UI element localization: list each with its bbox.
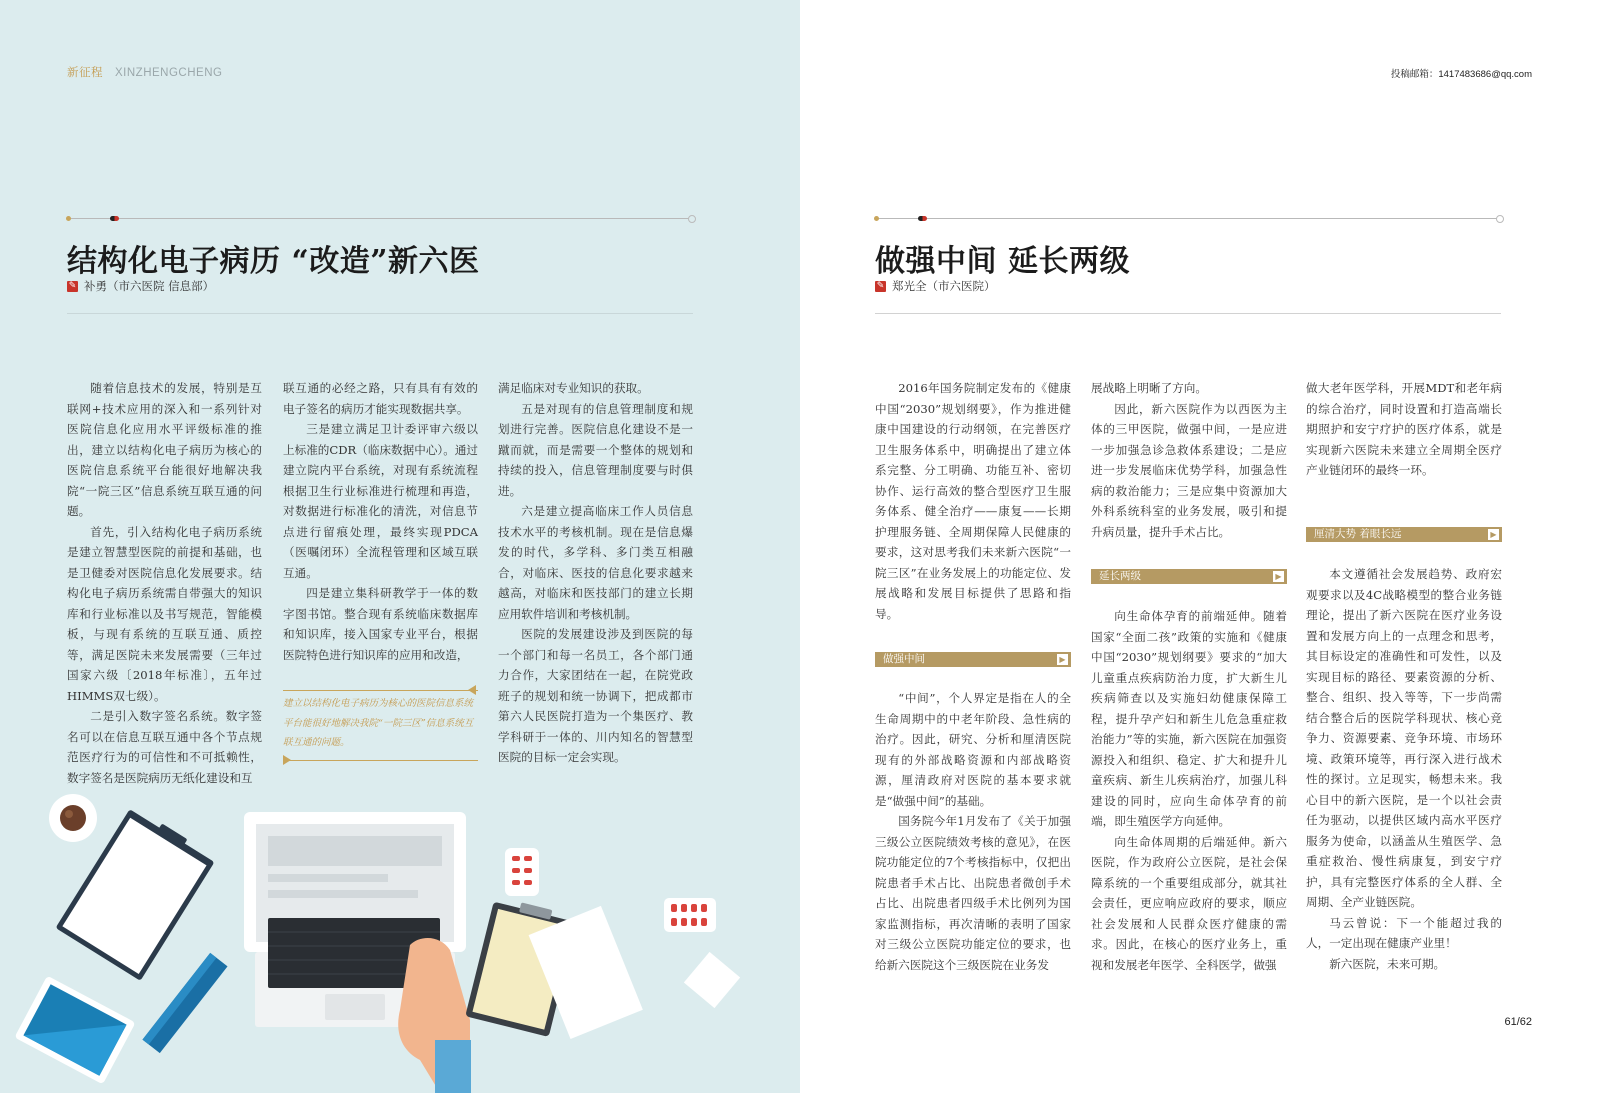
right-page [800, 0, 1600, 1093]
submission-email: 投稿邮箱：1417483686@qq.com [1390, 69, 1532, 80]
paragraph: 新六医院，未来可期。 [1329, 956, 1446, 971]
paragraph: 随着信息技术的发展，特别是互联网+技术应用的深入和一系列针对医院信息化应用水平评级标准的推出，建立以结构化电子病历为核心的医院信息系统平台能很好地解决我院“一院三区”信息系统互联互通的问题。 [67, 381, 262, 518]
text-column-2-body [1091, 606, 1287, 975]
paragraph: 2016年国务院制定发布的《健康中国“2030”规划纲要》，作为推进健康中国建设的行动纲领，在完善医疗卫生服务体系中，明确提出了建立体系完整、分工明确、功能互补、密切协作、运行高效的整合型医疗卫生服务体系、健全治疗——康复——长期护理服务链、全周期保障人民健康的要求，这对思考我们未来新六医院“一院三区”在业务发展上的功能定位、发展战略和发展目标提供了思路和指导。 [875, 381, 1071, 621]
subheading-text: 厘清大势 着眼长远 [1314, 528, 1402, 540]
title-rule [877, 218, 1501, 219]
paragraph: 满足临床对专业知识的获取。 [498, 381, 649, 395]
desk-illustration [0, 770, 800, 1093]
paragraph: 国务院今年1月发布了《关于加强三级公立医院绩效考核的意见》，在医院功能定位的7个考核指标中，仅把出院患者手术占比、出院患者微创手术占比、出院患者四级手术比例列为国家监测指标，再次清晰的表明了国家对三级公立医院功能定位的要求，也给新六医院这个三级医院在业务发 [875, 814, 1071, 972]
title-rule [69, 218, 693, 219]
rule-dot [874, 216, 879, 221]
quote-top-rule [283, 690, 478, 691]
rule-end [1496, 215, 1504, 223]
pen-icon: ✎ [876, 280, 885, 291]
subheading-text: 做强中间 [883, 653, 925, 665]
paragraph: 向生命体周期的后端延伸。新六医院，作为政府公立医院，是社会保障系统的一个重要组成部分，就其社会责任，更应响应政府的要求，顺应社会发展和人民群众医疗健康的需求。因此，在核心的医疗业务上，重视和发展老年医学、全科医学，做强 [1091, 834, 1287, 972]
text-column-2 [1091, 378, 1287, 542]
page-number: 61/62 [1504, 1016, 1532, 1028]
paragraph: 马云曾说：下一个能超过我的人，一定出现在健康产业里！ [1306, 915, 1502, 950]
paragraph: 展战略上明晰了方向。 [1091, 381, 1207, 395]
article-title: 结构化电子病历 “改造”新六医 [67, 244, 480, 279]
sleeve [435, 1040, 471, 1093]
play-arrow-icon: ▶ [1488, 529, 1499, 540]
article-title: 做强中间 延长两级 [875, 244, 1130, 279]
paragraph: 医院的发展建设涉及到医院的每一个部门和每一名员工，各个部门通力合作，大家团结在一起，在院党政班子的规划和统一协调下，把成都市第六人民医院打造为一个集医疗、教学科研于一体的、川内知名的智慧型医院的目标一定会实现。 [498, 627, 693, 764]
text-column-1 [67, 378, 262, 788]
text-column-2 [283, 378, 478, 665]
play-arrow-icon: ▶ [1057, 654, 1068, 665]
section-name-zh: 新征程 [67, 67, 103, 79]
author-rule [875, 313, 1501, 314]
coffee-cup [60, 805, 86, 831]
subheading-bar [875, 652, 1071, 667]
sticky-note-icon [684, 952, 740, 1008]
author-rule [67, 313, 693, 314]
paragraph: 联互通的必经之路，只有具有有效的电子签名的病历才能实现数据共享。 [283, 381, 478, 416]
author-name: 补勇（市六医院 信息部） [84, 279, 215, 293]
paragraph: 做大老年医学科，开展MDT和老年病的综合治疗，同时设置和打造高端长期照护和安宁疗护的医疗体系，就是实现新六医院未来建立全周期全医疗产业链闭环的最终一环。 [1306, 381, 1502, 477]
pill-pack-icon [664, 898, 716, 932]
play-arrow-icon: ▶ [1273, 571, 1284, 582]
subheading-bar [1091, 569, 1287, 584]
trackpad [325, 994, 385, 1020]
section-header [67, 64, 222, 80]
author-name: 郑光全（市六医院） [892, 279, 996, 293]
paragraph: 四是建立集科研教学于一体的数字图书馆。整合现有系统临床数据库和知识库，接入国家专业平台，根据医院特色进行知识库的应用和改造， [283, 586, 478, 662]
text-column-1-body [875, 688, 1071, 975]
quote-bottom-rule [283, 760, 478, 761]
text-column-1 [875, 378, 1071, 624]
section-name-en: XINZHENGCHENG [115, 67, 223, 79]
rule-dot [66, 216, 71, 221]
paragraph: 二是引入数字签名系统。数字签名可以在信息互联互通中各个节点规范医疗行为的可信性和不可抵赖性，数字签名是医院病历无纸化建设和互 [67, 709, 262, 785]
pen-icon: ✎ [68, 280, 77, 291]
paragraph: 本文遵循社会发展趋势、政府宏观要求以及4C战略模型的整合业务链理论，提出了新六医院在医疗业务设置和发展方向上的一点理念和思考，其目标设定的准确性和可发性，以及实现目标的路径、要素资源的分析、整合、组织、投入等等，下一步尚需结合整合后的医院学科现状、核心竞争力、资源要素、竞争环境、市场环境、政策环境等，再行深入进行战术性的探讨。立足现实，畅想未来。我心目中的新六医院，是一个以社会责任为驱动，以提供区域内高水平医疗服务为使命，以涵盖从生殖医学、急重症救治、慢性病康复，到安宁疗护，具有完整医疗体系的全人群、全周期、全产业链医院。 [1306, 567, 1502, 909]
paragraph: 三是建立满足卫计委评审六级以上标准的CDR（临床数据中心）。通过建立院内平台系统，对现有系统流程根据卫生行业标准进行梳理和再造，对数据进行标准化的清洗，对信息节点进行留痕处理，最终实现PDCA（医嘱闭环）全流程管理和区域互联互通。 [283, 422, 479, 580]
text-column-3 [1306, 378, 1502, 481]
quote-arrow-right-icon [283, 755, 291, 765]
text-column-3-body [1306, 564, 1502, 974]
article-author [875, 278, 996, 294]
paragraph: 首先，引入结构化电子病历系统是建立智慧型医院的前提和基础，也是卫健委对医院信息化发展要求。结构化电子病历系统需自带强大的知识库和行业标准以及书写规范，智能模板，与现有系统的互联互通、质控等，满足医院未来发展需要（三年过国家六级〔2018年标准〕，五年过HIMMS双七级）。 [67, 524, 262, 703]
subheading-bar [1306, 527, 1502, 542]
paragraph: 因此，新六医院作为以西医为主体的三甲医院，做强中间，一是应进一步加强急诊急救体系建设；二是应进一步发展临床优势学科，加强急性病的救治能力；三是应集中资源加大外科系统科室的业务发展，吸引和提升病员量，提升手术占比。 [1091, 401, 1287, 539]
pull-quote: 建立以结构化电子病历为核心的医院信息系统平台能很好地解决我院“一院三区”信息系统互联互通的问题。 [283, 698, 474, 748]
subheading-text: 延长两级 [1099, 570, 1141, 582]
rule-marker [110, 216, 119, 221]
paragraph: 六是建立提高临床工作人员信息技术水平的考核机制。现在是信息爆发的时代，多学科、多门类互相融合，对临床、医技的信息化要求越来越高，对临床和医技部门的建立长期应用软件培训和考核机制。 [498, 504, 693, 621]
tablet-icon [14, 976, 135, 1085]
article-author [67, 278, 214, 294]
pill-pack-icon [505, 848, 539, 896]
rule-marker [918, 216, 927, 221]
ruler-icon [142, 953, 227, 1053]
paragraph: “中间”，个人界定是指在人的全生命周期中的中老年阶段、急性病的治疗。因此，研究、分析和厘清医院现有的外部战略资源和内部战略资源，厘清政府对医院的基本要求就是“做强中间”的基础。 [875, 691, 1071, 808]
paragraph: 向生命体孕育的前端延伸。随着国家“全面二孩”政策的实施和《健康中国“2030”规划纲要》要求的“加大儿童重点疾病防治力度，扩大新生儿疾病筛查以及实施妇幼健康保障工程，提升孕产妇和新生儿危急重症救治能力”等的实施，新六医院在加强资源投入和组织、稳定、扩大和提升儿童疾病、新生儿疾病治疗，加强儿科建设的同时，应向生命体孕育的前端，即生殖医学方向延伸。 [1091, 609, 1287, 828]
text-column-3 [498, 378, 693, 768]
rule-end [688, 215, 696, 223]
paragraph: 五是对现有的信息管理制度和规划进行完善。医院信息化建设不是一蹴而就，而是需要一个整体的规划和持续的投入，信息管理制度要与时俱进。 [498, 401, 693, 498]
